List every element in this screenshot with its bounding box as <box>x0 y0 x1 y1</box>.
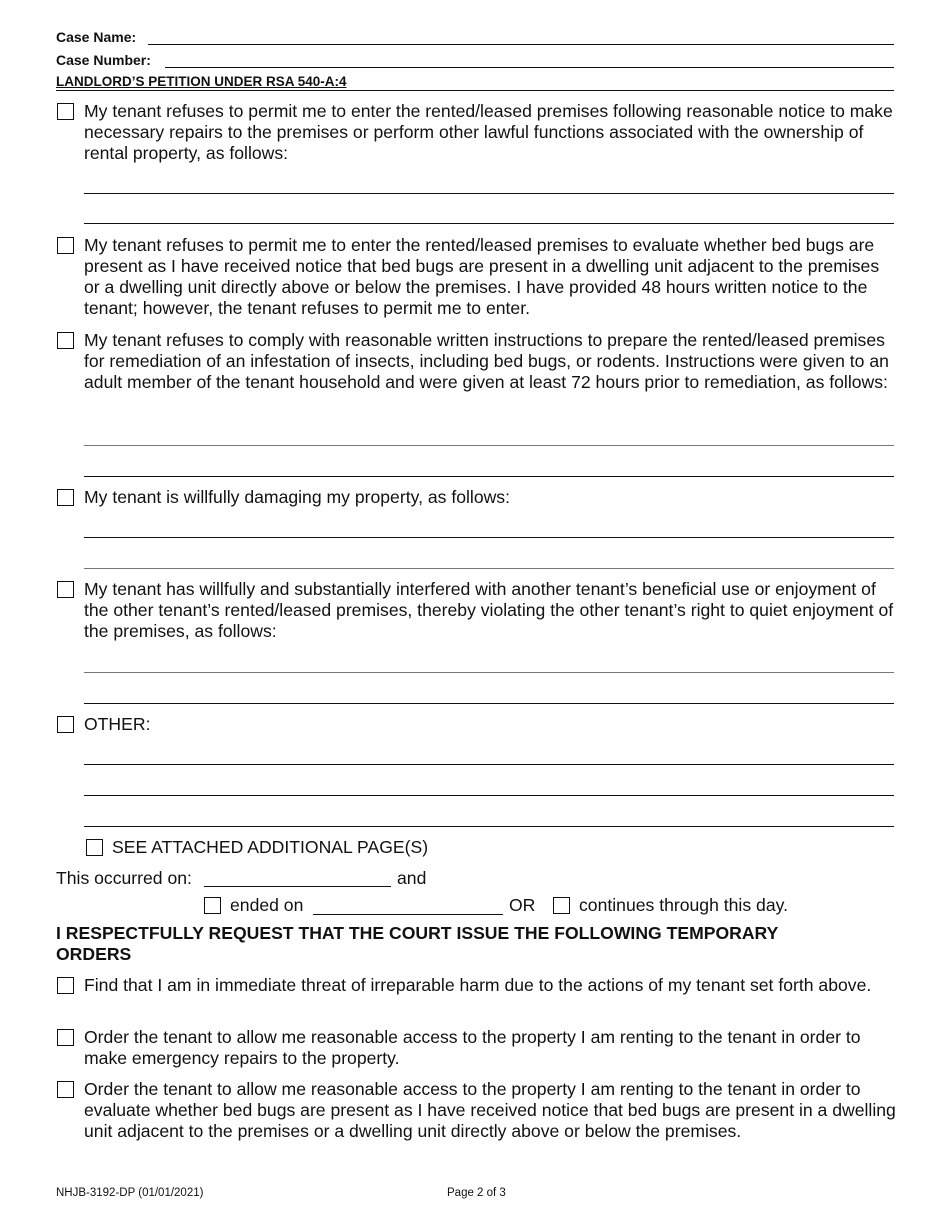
item-1-checkbox[interactable] <box>57 103 74 120</box>
form-id: NHJB-3192-DP (01/01/2021) <box>56 1187 204 1199</box>
order-3-text: Order the tenant to allow me reasonable access to the property I am renting to the tenant in order to evaluate whether bed bugs are present as I have received notice that bed bugs are present in a dwelling unit adjacent to the premises or a dwelling unit directly above or below the premises. <box>84 1079 896 1141</box>
item-4-answer-line-2[interactable] <box>84 568 894 569</box>
item-3-text: My tenant refuses to comply with reasonable written instructions to prepare the rented/leased premises for remediation of an infestation of insects, including bed bugs, or rodents. Instructions were given to an adult member of the tenant household and were given at least 72 hours prior to remediation, as follows: <box>84 330 889 392</box>
or-label: OR <box>509 895 536 915</box>
item-3-answer-line-1[interactable] <box>84 445 894 446</box>
ended-on-date-field[interactable] <box>313 914 503 915</box>
order-2-checkbox[interactable] <box>57 1029 74 1046</box>
other-label: OTHER: <box>84 714 151 734</box>
order-1-text: Find that I am in immediate threat of irreparable harm due to the actions of my tenant set forth above. <box>84 975 872 995</box>
form-title: LANDLORD’S PETITION UNDER RSA 540-A:4 <box>56 74 347 89</box>
item-5-answer-line-2[interactable] <box>84 703 894 704</box>
ended-on-checkbox[interactable] <box>204 897 221 914</box>
see-attached-checkbox[interactable] <box>86 839 103 856</box>
order-3-checkbox[interactable] <box>57 1081 74 1098</box>
orders-heading: I RESPECTFULLY REQUEST THAT THE COURT ISSUE THE FOLLOWING TEMPORARY ORDERS <box>56 923 779 964</box>
other-answer-line-2[interactable] <box>84 795 894 796</box>
page-number: Page 2 of 3 <box>447 1187 506 1199</box>
other-checkbox[interactable] <box>57 716 74 733</box>
continues-label: continues through this day. <box>579 895 788 915</box>
continues-checkbox[interactable] <box>553 897 570 914</box>
order-2-text: Order the tenant to allow me reasonable access to the property I am renting to the tenant in order to make emergency repairs to the property. <box>84 1027 861 1068</box>
item-5-text: My tenant has willfully and substantially interfered with another tenant’s beneficial use or enjoyment of the other tenant’s rented/leased premises, thereby violating the other tenant’s right to quiet enjoyment of the premises, as follows: <box>84 579 894 641</box>
item-5-answer-line-1[interactable] <box>84 672 894 673</box>
item-4-answer-line-1[interactable] <box>84 537 894 538</box>
item-3-checkbox[interactable] <box>57 332 74 349</box>
see-attached-label: SEE ATTACHED ADDITIONAL PAGE(S) <box>112 837 429 857</box>
case-name-field[interactable] <box>148 44 894 45</box>
other-answer-line-3[interactable] <box>84 826 894 827</box>
case-number-label: Case Number: <box>56 52 151 68</box>
item-1-answer-line-1[interactable] <box>84 193 894 194</box>
other-answer-line-1[interactable] <box>84 764 894 765</box>
ended-on-label: ended on <box>230 895 304 915</box>
item-1-text: My tenant refuses to permit me to enter the rented/leased premises following reasonable notice to make necessary repairs to the premises or perform other lawful functions associated with the ownership of rental property, as follows: <box>84 101 893 163</box>
and-label: and <box>397 868 427 888</box>
item-2-text: My tenant refuses to permit me to enter the rented/leased premises to evaluate whether bed bugs are present as I have received notice that bed bugs are present in a dwelling unit adjacent to the premises or a dwelling unit directly above or below the premises. I have provided 48 hours written notice to the tenant; however, the tenant refuses to permit me to enter. <box>84 235 880 318</box>
item-4-checkbox[interactable] <box>57 489 74 506</box>
item-2-checkbox[interactable] <box>57 237 74 254</box>
order-1-checkbox[interactable] <box>57 977 74 994</box>
case-number-field[interactable] <box>165 67 894 68</box>
item-5-checkbox[interactable] <box>57 581 74 598</box>
item-3-answer-line-2[interactable] <box>84 476 894 477</box>
occurred-on-label: This occurred on: <box>56 868 192 888</box>
item-4-text: My tenant is willfully damaging my property, as follows: <box>84 487 510 507</box>
case-name-label: Case Name: <box>56 29 137 45</box>
header-divider <box>56 90 894 91</box>
occurred-on-date-field[interactable] <box>204 886 391 887</box>
item-1-answer-line-2[interactable] <box>84 223 894 224</box>
